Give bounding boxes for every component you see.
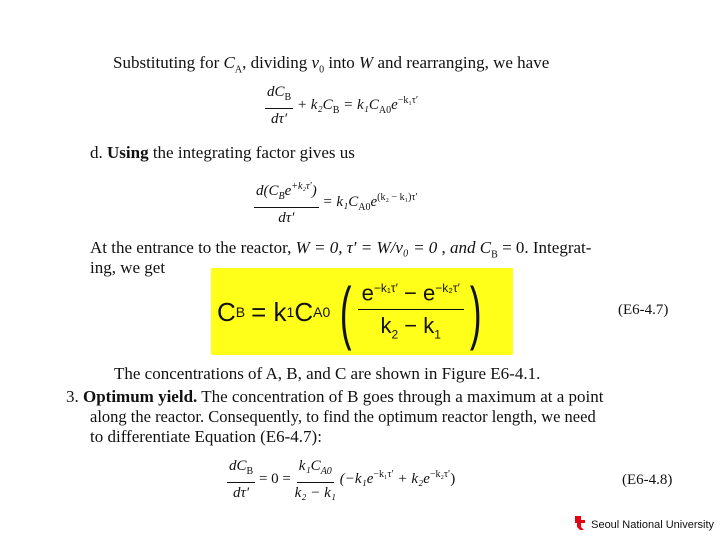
fraction-k1ca0-over-k2-k1 [295, 457, 336, 502]
term: ) [450, 470, 456, 487]
bold-term: Using [107, 143, 149, 162]
subscript: A0 [313, 304, 331, 320]
superscript: −k₁τ′ [373, 281, 398, 296]
superscript: +k₂τ′ [291, 181, 312, 192]
superscript: −k₁τ′ [397, 94, 419, 106]
superscript: −k₂τ′ [429, 468, 451, 480]
left-paren-icon: ( [340, 273, 352, 351]
term: − e [403, 280, 436, 306]
subscript: 1 [434, 327, 441, 342]
text-line-optimum-yield [66, 387, 603, 407]
denominator: k₂ − k₁ [294, 485, 336, 501]
term: e [370, 193, 378, 210]
denominator: dτ′ [278, 210, 295, 226]
text-fragment: to differentiate Equation (E6-4.7): [90, 427, 322, 446]
symbol-cb: C [217, 296, 236, 327]
section-number: 3. [66, 387, 79, 406]
superscript: (k₂ − k₁)τ′ [377, 191, 418, 203]
fraction-dcb-dtau [265, 83, 293, 128]
text-line-integrating [90, 143, 355, 163]
text-fragment: ing, we get [90, 258, 166, 277]
condition: W = 0, τ′ = W/v₀ = 0 , and C [295, 238, 492, 257]
subscript: B [246, 466, 254, 477]
equation-3 [217, 272, 487, 352]
text-fragment: the integrating factor gives us [152, 143, 355, 162]
term: − k [404, 313, 435, 339]
subscript: B [491, 249, 498, 261]
term: = k₁C [322, 193, 359, 210]
subscript: 1 [286, 304, 295, 320]
university-logo-icon [573, 515, 587, 534]
numerator: d(C [256, 183, 279, 199]
subscript: A0 [320, 466, 332, 477]
fraction-dcb-dtau [227, 457, 255, 502]
term: k [380, 313, 392, 339]
text-line-concentrations [114, 364, 540, 384]
equation-label-e6-4-7: (E6-4.7) [618, 302, 669, 318]
text-fragment: into [328, 53, 355, 72]
text-fragment: = 0. Integrat- [502, 238, 592, 257]
term: (−k₁e [339, 470, 374, 487]
term: e [391, 96, 398, 113]
item-label: d. [90, 143, 103, 162]
subscript: A0 [378, 104, 392, 116]
equation-2 [254, 178, 418, 227]
fraction-d-cb-exp [254, 178, 319, 227]
term: e [361, 280, 374, 306]
text-line-entrance [90, 238, 591, 265]
text-line-substituting [113, 53, 549, 80]
subscript: A0 [358, 201, 371, 213]
subscript: A [234, 64, 243, 76]
symbol-ca: C [223, 53, 235, 72]
text-fragment: , dividing [242, 53, 308, 72]
subscript: 2 [391, 327, 399, 342]
text-fragment: Substituting for [113, 53, 220, 72]
term: = 0 = [258, 470, 291, 487]
symbol-w: W [359, 53, 374, 72]
subscript: B [278, 191, 285, 202]
right-paren-icon: ) [469, 273, 482, 351]
denominator: dτ′ [271, 111, 288, 127]
denominator: dτ′ [233, 485, 250, 501]
fraction-exp-difference [358, 274, 464, 350]
text-fragment: along the reactor. Consequently, to find the optimum reactor length, we need [90, 407, 596, 426]
numerator: k₁C [298, 458, 321, 474]
term: = k [251, 296, 287, 327]
text-fragment: and rearranging, we have [377, 53, 550, 72]
term: = k₁C [343, 96, 379, 113]
superscript: −k₂τ′ [435, 281, 460, 296]
term: + k₂e [397, 470, 430, 487]
term: C [294, 296, 314, 327]
text-line-integrating-we-get [90, 258, 165, 278]
equation-label-e6-4-8: (E6-4.8) [622, 472, 673, 488]
text-fragment: At the entrance to the reactor, [90, 238, 292, 257]
symbol-v0: v [311, 53, 320, 72]
equation-4 [227, 457, 455, 502]
numerator: dC [229, 458, 247, 474]
superscript: −k₁τ′ [373, 468, 394, 480]
footer-university-name: Seoul National University [591, 518, 714, 531]
text-line-along-reactor [90, 407, 596, 427]
equation-1 [265, 83, 418, 128]
term: + k₂C [296, 96, 333, 113]
text-fragment: The concentration of B goes through a maximum at a point [201, 387, 604, 406]
term: e [284, 183, 292, 199]
subscript: 0 [319, 64, 325, 76]
subscript: B [284, 92, 292, 103]
subscript: B [235, 304, 246, 320]
numerator: dC [267, 84, 285, 100]
text-line-differentiate [90, 427, 322, 447]
section-title: Optimum yield. [83, 387, 198, 406]
term: ) [311, 183, 317, 199]
subscript: B [332, 104, 340, 116]
text-fragment: The concentrations of A, B, and C are shown in Figure E6-4.1. [114, 364, 541, 383]
footer [573, 515, 714, 534]
